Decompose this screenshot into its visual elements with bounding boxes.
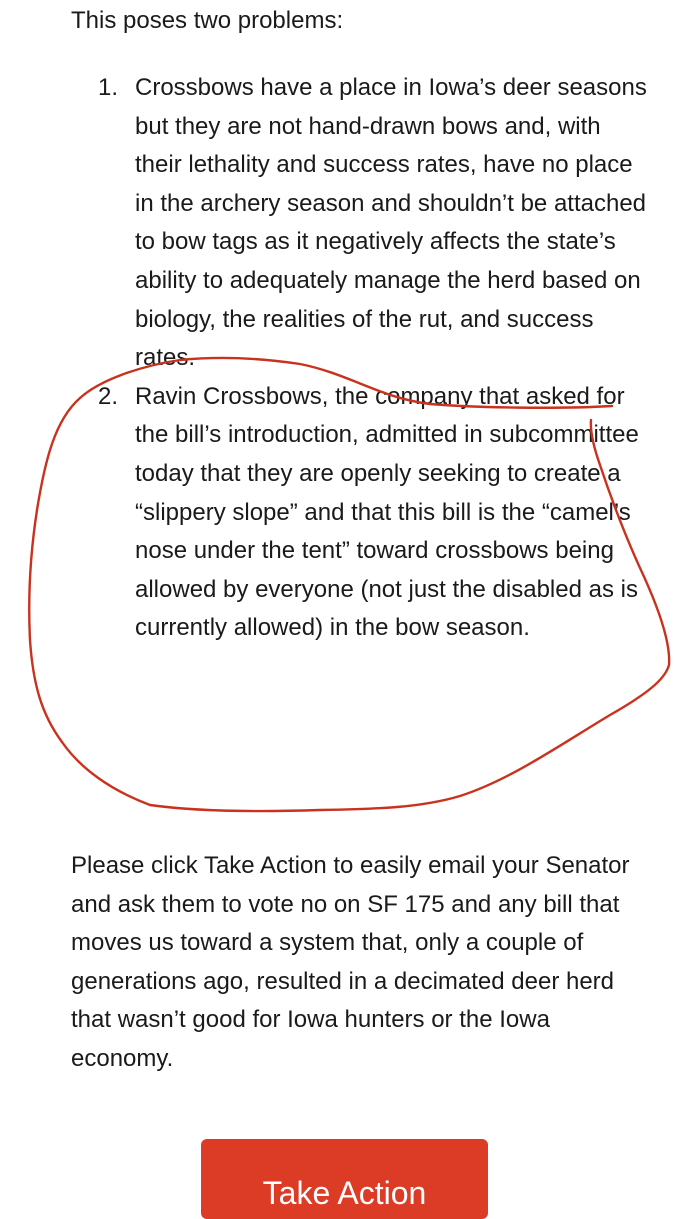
- take-action-button[interactable]: Take Action: [201, 1139, 488, 1219]
- call-to-action-text: Please click Take Action to easily email your Senator and ask them to vote no on SF 175 and any bill that moves us toward a system that, only a couple of generations ago, resulted in a decimated deer herd that wasn’t good for Iowa hunters or the Iowa economy.: [71, 852, 630, 1072]
- problem-item-2: [71, 378, 651, 648]
- intro-text: This poses two problems:: [71, 7, 344, 34]
- problem-text-2: Ravin Crossbows, the company that asked for the bill’s introduction, admitted in subcommittee today that they are openly seeking to create a “slippery slope” and that this bill is the “camel’s nose under the tent” toward crossbows being allowed by everyone (not just the disabled as is currently allowed) in the bow season.: [135, 382, 639, 642]
- problems-list: [71, 69, 651, 648]
- problem-text-1: Crossbows have a place in Iowa’s deer seasons but they are not hand-drawn bows and, with their lethality and success rates, have no place in the archery season and shouldn’t be attached to bow tags as it negatively affects the state’s ability to adequately manage the herd based on biology, the realities of the rut, and success rates.: [135, 74, 647, 372]
- list-number-2: 2.: [98, 382, 119, 410]
- list-number-1: 1.: [98, 74, 119, 101]
- problem-item-1: [71, 69, 651, 378]
